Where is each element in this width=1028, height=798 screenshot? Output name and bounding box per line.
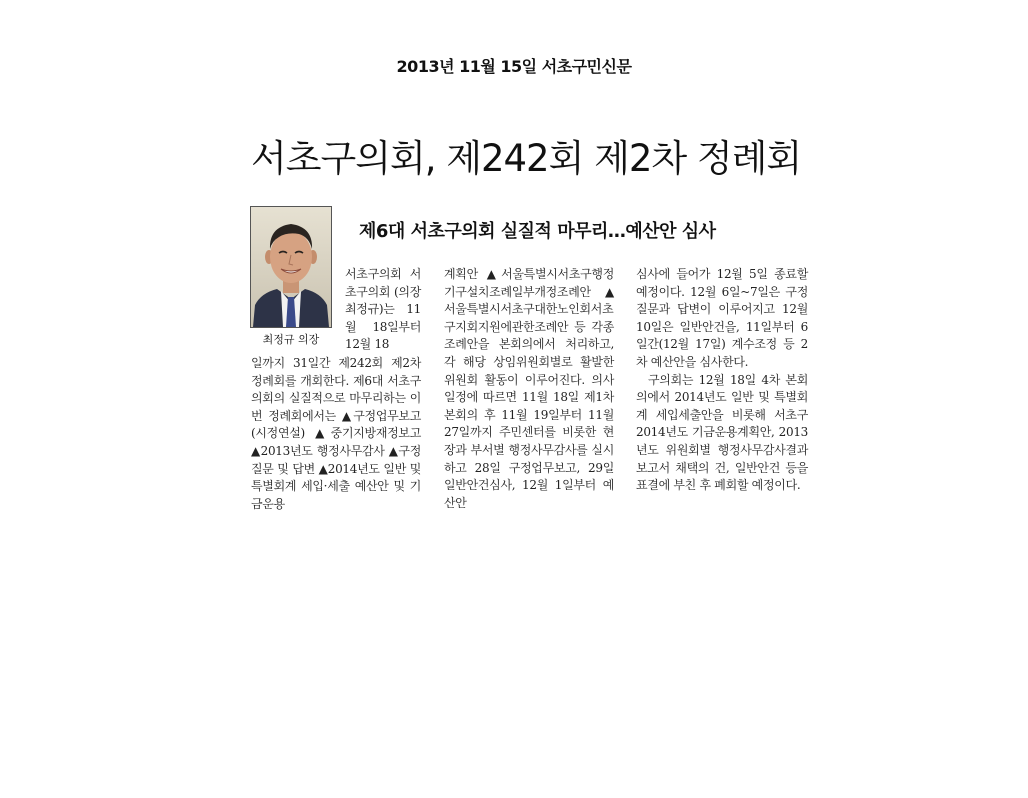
headline: 서초구의회, 제242회 제2차 정례회 (251, 137, 802, 180)
portrait-image (251, 207, 331, 327)
article-column-3 (636, 266, 808, 495)
photo-caption: 최정규 의장 (262, 333, 320, 346)
article-column-2: 계획안 ▲서울특별시서초구행정기구설치조례일부개정조례안 ▲서울특별시서초구대한노인회서초구지회지원에관한조례안 등 각종 조례안을 본회의에서 처리하고, 각 해당 상임위원회별로 활발한 위원회 활동이 이루어진다. 의사일정에 따르면 11월 18일 제1차 본회의 후 11월 19일부터 11월 27일까지 주민센터를 비롯한 현장과 부서별 행정사무감사를 실시하고 28일 구정업무보고, 29일 일반안건심사, 12월 1일부터 예산안 (444, 267, 614, 510)
article-column-3-paragraph-2: 구의회는 12월 18일 4차 본회의에서 2014년도 일반 및 특별회계 세입세출안을 비롯해 서초구 2014년도 기금운용계획안, 2013년도 위원회별 행정사무감사결과보고서 채택의 건, 일반안건 등을 표결에 부친 후 폐회할 예정이다. (636, 372, 808, 493)
subheadline: 제6대 서초구의회 실질적 마무리…예산안 심사 (359, 221, 716, 242)
article-column-3-paragraph-1: 심사에 들어가 12월 5일 종료할 예정이다. 12월 6일~7일은 구정질문과 답변이 이루어지고 12월 10일은 일반안건을, 11일부터 6일간(12월 17일) 계수조정 등 2차 예산안을 심사한다. (636, 267, 808, 369)
article-column-1-bottom: 일까지 31일간 제242회 제2차 정례회를 개회한다. 제6대 서초구의회의 실질적으로 마무리하는 이번 정례회에서는 ▲구정업무보고(시정연설) ▲중기지방재정보고 ▲2013년도 행정사무감사 ▲구정질문 및 답변 ▲2014년도 일반 및 특별회계 세입·세출 예산안 및 기금운용 (251, 356, 421, 511)
portrait-photo (250, 206, 332, 328)
article-column-1-top: 서초구의회 서초구의회 (의장 최정규)는 11월 18일부터 12월 18 (345, 267, 421, 352)
dateline: 2013년 11월 15일 서초구민신문 (396, 57, 632, 76)
